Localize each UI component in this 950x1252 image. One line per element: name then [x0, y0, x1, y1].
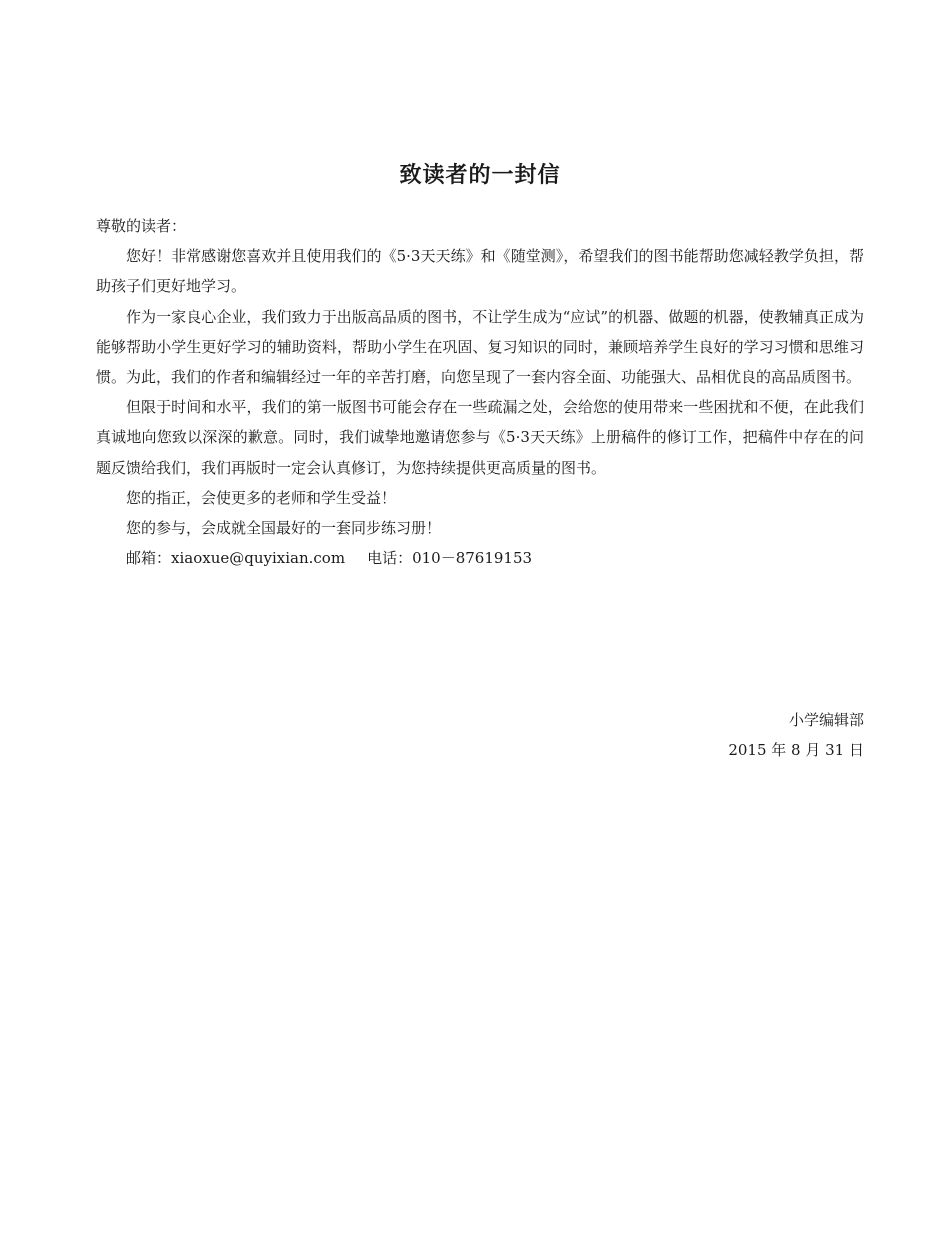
- phone-number: 010－87619153: [412, 549, 533, 568]
- salutation: 尊敬的读者：: [96, 217, 187, 235]
- paragraph-participation: 您的参与，会成就全国最好的一套同步练习册！: [126, 519, 442, 538]
- email-address: xiaoxue@quyixian.com: [171, 549, 346, 568]
- letter-title: 致读者的一封信: [399, 163, 561, 188]
- phone-label: 电话：: [367, 549, 413, 568]
- contact-line: [96, 543, 864, 573]
- paragraph-invitation: 但限于时间和水平，我们的第一版图书可能会存在一些疏漏之处，会给您的使用带来一些困扰和不便，在此我们真诚地向您致以深深的歉意。同时，我们诚挚地邀请您参与《5·3天天练》上册稿件的修订工作，把稿件中存在的问题反馈给我们，我们再版时一定会认真修订，为您持续提供更高质量的图书。: [96, 398, 864, 477]
- paragraph-greeting: 您好！非常感谢您喜欢并且使用我们的《5·3天天练》和《随堂测》，希望我们的图书能帮助您减轻教学负担，帮助孩子们更好地学习。: [96, 247, 864, 296]
- signoff: [728, 705, 864, 765]
- paragraph-feedback: 您的指正，会使更多的老师和学生受益！: [126, 488, 397, 507]
- signature: 小学编辑部: [788, 711, 864, 729]
- letter-body: [96, 211, 864, 573]
- email-label: 邮箱：: [126, 549, 172, 568]
- letter-date: 2015 年 8 月 31 日: [728, 741, 864, 760]
- paragraph-mission: 作为一家良心企业，我们致力于出版高品质的图书，不让学生成为“应试”的机器、做题的机器，使教辅真正成为能够帮助小学生更好学习的辅助资料，帮助小学生在巩固、复习知识的同时，兼顾培养学生良好的学习习惯和思维习惯。为此，我们的作者和编辑经过一年的辛苦打磨，向您呈现了一套内容全面、功能强大、品相优良的高品质图书。: [96, 307, 864, 387]
